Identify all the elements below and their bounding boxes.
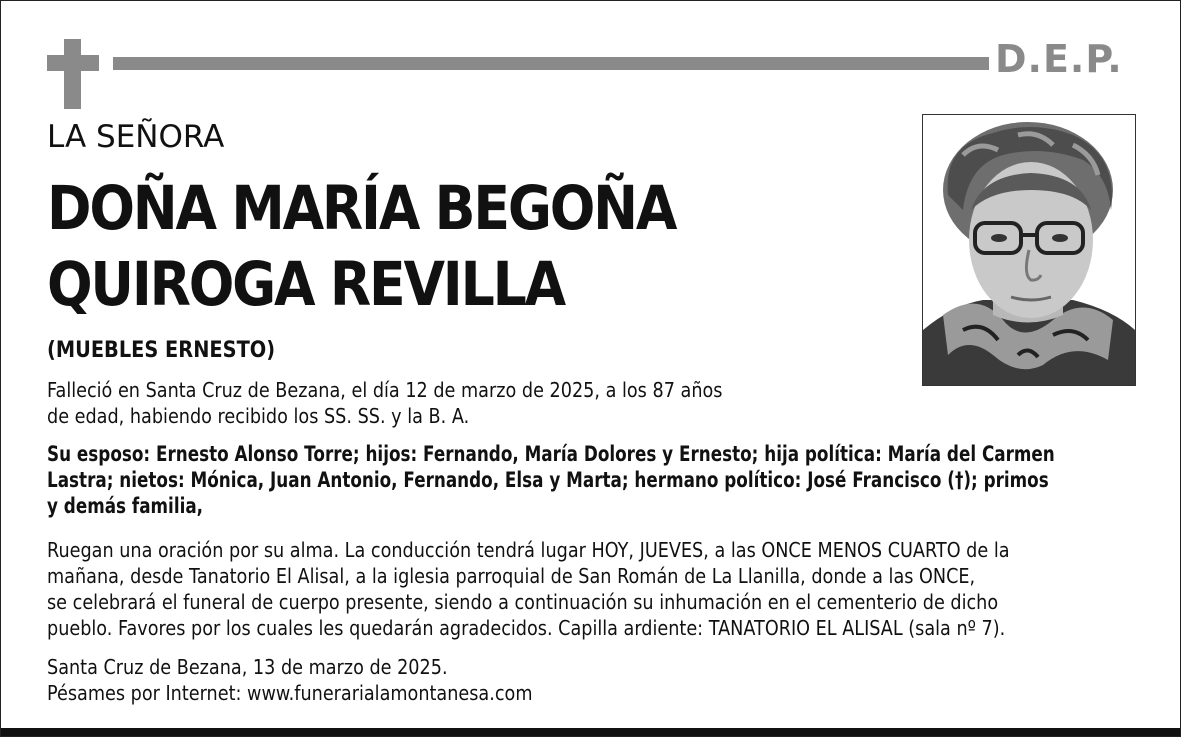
- ceremony-line-1: Ruegan una oración por su alma. La conducción tendrá lugar HOY, JUEVES, a las ONCE MENOS CUARTO de la: [47, 538, 1010, 562]
- ceremony-line-4: pueblo. Favores por los cuales les quedarán agradecidos. Capilla ardiente: TANATORIO EL ALISAL (sala nº 7).: [47, 616, 1006, 640]
- death-line-1: Falleció en Santa Cruz de Bezana, el día 12 de marzo de 2025, a los 87 años: [47, 378, 723, 402]
- business-nickname: (MUEBLES ERNESTO): [47, 338, 276, 363]
- death-line-2: de edad, habiendo recibido los SS. SS. y la B. A.: [47, 404, 470, 428]
- dep-label: D.E.P.: [995, 37, 1123, 81]
- family-line-3: y demás familia,: [47, 494, 204, 518]
- portrait-photo: [922, 114, 1136, 386]
- place-date: Santa Cruz de Bezana, 13 de marzo de 2025.: [47, 655, 448, 679]
- ceremony-line-2: mañana, desde Tanatorio El Alisal, a la iglesia parroquial de San Román de La Llanilla, donde a las ONCE,: [47, 564, 976, 588]
- cross-icon: [47, 39, 99, 109]
- title-prefix: LA SEÑORA: [47, 119, 225, 155]
- ceremony-details: [47, 537, 1010, 641]
- condolences-link[interactable]: Pésames por Internet: www.funerarialamontanesa.com: [47, 681, 533, 705]
- name-line-1: DOÑA MARÍA BEGOÑA: [47, 173, 676, 244]
- family-line-1: Su esposo: Ernesto Alonso Torre; hijos: Fernando, María Dolores y Ernesto; hija política: María del Carmen: [47, 442, 1055, 466]
- ceremony-line-3: se celebrará el funeral de cuerpo presente, siendo a continuación su inhumación en el cementerio de dicho: [47, 590, 999, 614]
- closing-info: [47, 654, 532, 706]
- family-list: [47, 441, 1055, 519]
- header-rule: [113, 57, 989, 70]
- bottom-border: [1, 728, 1180, 736]
- death-notice: [47, 377, 722, 429]
- deceased-name: [47, 171, 675, 323]
- name-line-2: QUIROGA REVILLA: [47, 249, 564, 320]
- family-line-2: Lastra; nietos: Mónica, Juan Antonio, Fernando, Elsa y Marta; hermano político: José Francisco (†); primos: [47, 468, 1049, 492]
